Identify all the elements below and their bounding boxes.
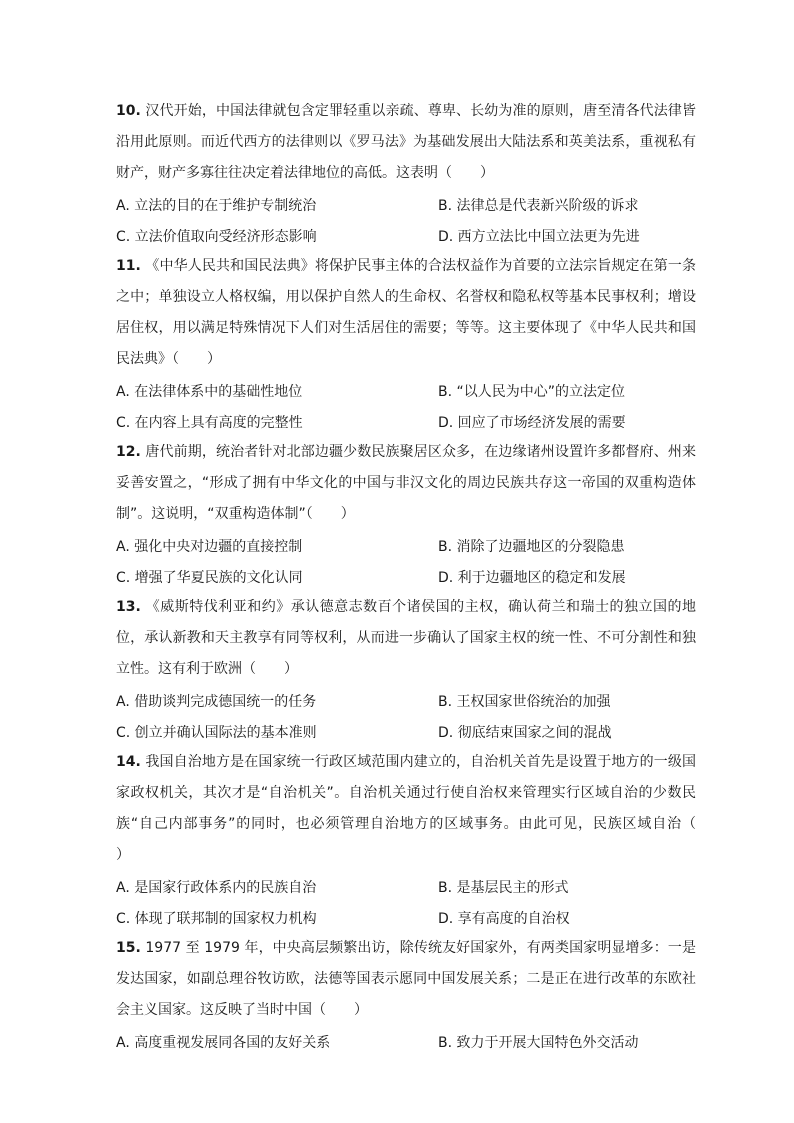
option-a[interactable]: A. 强化中央对边疆的直接控制 <box>116 538 303 555</box>
question-stem <box>116 592 696 685</box>
option-c[interactable]: C. 增强了华夏民族的文化认同 <box>116 569 303 586</box>
option-d[interactable]: D. 西方立法比中国立法更为先进 <box>438 228 640 245</box>
option-a[interactable]: A. 立法的目的在于维护专制统治 <box>116 197 317 214</box>
option-a[interactable]: A. 高度重视发展同各国的友好关系 <box>116 1034 331 1051</box>
option-b[interactable]: B. 王权国家世俗统治的加强 <box>438 693 611 710</box>
option-d[interactable]: D. 享有高度的自治权 <box>438 910 570 927</box>
option-b[interactable]: B. 致力于开展大国特色外交活动 <box>438 1034 639 1051</box>
option-row <box>116 561 696 592</box>
option-c[interactable]: C. 在内容上具有高度的完整性 <box>116 414 303 431</box>
option-a[interactable]: A. 是国家行政体系内的民族自治 <box>116 879 317 896</box>
option-c[interactable]: C. 创立并确认国际法的基本准则 <box>116 724 317 741</box>
question-text: 《威斯特伐利亚和约》承认德意志数百个诸侯国的主权，确认荷兰和瑞士的独立国的地位，承认新教和天主教享有同等权利，从而进一步确认了国家主权的统一性、不可分割性和独立性。这有利于欧洲（ ） <box>116 599 697 677</box>
question-text: 1977 至 1979 年，中央高层频繁出访，除传统友好国家外，有两类国家明显增多：一是发达国家，如副总理谷牧访欧，法德等国表示愿同中国发展关系；二是正在进行改革的东欧社会主义国家。这反映了当时中国（ ） <box>116 940 697 1018</box>
option-d[interactable]: D. 彻底结束国家之间的混战 <box>438 724 612 741</box>
question-stem <box>116 251 696 375</box>
option-row <box>116 716 696 747</box>
question-text: 我国自治地方是在国家统一行政区域范围内建立的，自治机关首先是设置于地方的一级国家政权机关，其次才是“自治机关”。自治机关通过行使自治权来管理实行区域自治的少数民族“自己内部事务”的同时，也必须管理自治地方的区域事务。由此可见，民族区域自治（ ） <box>116 754 724 863</box>
question-number: 15. <box>116 940 141 956</box>
question-12 <box>116 437 696 592</box>
question-stem <box>116 96 696 189</box>
option-c[interactable]: C. 体现了联邦制的国家权力机构 <box>116 910 317 927</box>
question-list <box>116 96 724 1057</box>
option-row <box>116 189 696 220</box>
option-row <box>116 871 696 902</box>
question-15 <box>116 933 696 1057</box>
option-b[interactable]: B. 消除了边疆地区的分裂隐患 <box>438 538 625 555</box>
question-13 <box>116 592 696 747</box>
question-number: 14. <box>116 754 141 770</box>
question-text: 汉代开始，中国法律就包含定罪轻重以亲疏、尊卑、长幼为准的原则，唐至清各代法律皆沿用此原则。而近代西方的法律则以《罗马法》为基础发展出大陆法系和英美法系，重视私有财产，财产多寡往往决定着法律地位的高低。这表明（ ） <box>116 103 697 181</box>
question-14 <box>116 747 724 933</box>
option-b[interactable]: B. 法律总是代表新兴阶级的诉求 <box>438 197 639 214</box>
option-row <box>116 375 696 406</box>
question-stem <box>116 933 696 1026</box>
option-d[interactable]: D. 回应了市场经济发展的需要 <box>438 414 626 431</box>
option-row <box>116 220 696 251</box>
question-number: 13. <box>116 599 141 615</box>
question-number: 12. <box>116 444 141 460</box>
question-number: 11. <box>116 258 141 274</box>
option-d[interactable]: D. 利于边疆地区的稳定和发展 <box>438 569 626 586</box>
option-row <box>116 406 696 437</box>
option-row <box>116 1026 696 1057</box>
option-b[interactable]: B. 是基层民主的形式 <box>438 879 569 896</box>
option-row <box>116 530 696 561</box>
option-row <box>116 902 696 933</box>
question-text: 唐代前期，统治者针对北部边疆少数民族聚居区众多，在边缘诸州设置许多都督府、州来妥善安置之，“形成了拥有中华文化的中国与非汉文化的周边民族共存这一帝国的双重构造体制”。这说明，“双重构造体制”（ ） <box>116 444 697 522</box>
option-a[interactable]: A. 在法律体系中的基础性地位 <box>116 383 303 400</box>
question-10 <box>116 96 696 251</box>
question-11 <box>116 251 696 437</box>
option-row <box>116 685 696 716</box>
option-a[interactable]: A. 借助谈判完成德国统一的任务 <box>116 693 317 710</box>
question-stem <box>116 747 724 871</box>
question-number: 10. <box>116 103 141 119</box>
option-b[interactable]: B. “以人民为中心”的立法定位 <box>438 383 626 400</box>
question-stem <box>116 437 696 530</box>
question-text: 《中华人民共和国民法典》将保护民事主体的合法权益作为首要的立法宗旨规定在第一条之中；单独设立人格权编，用以保护自然人的生命权、名誉权和隐私权等基本民事权利；增设居住权，用以满足特殊情况下人们对生活居住的需要；等等。这主要体现了《中华人民共和国民法典》（ ） <box>116 258 697 367</box>
option-c[interactable]: C. 立法价值取向受经济形态影响 <box>116 228 317 245</box>
